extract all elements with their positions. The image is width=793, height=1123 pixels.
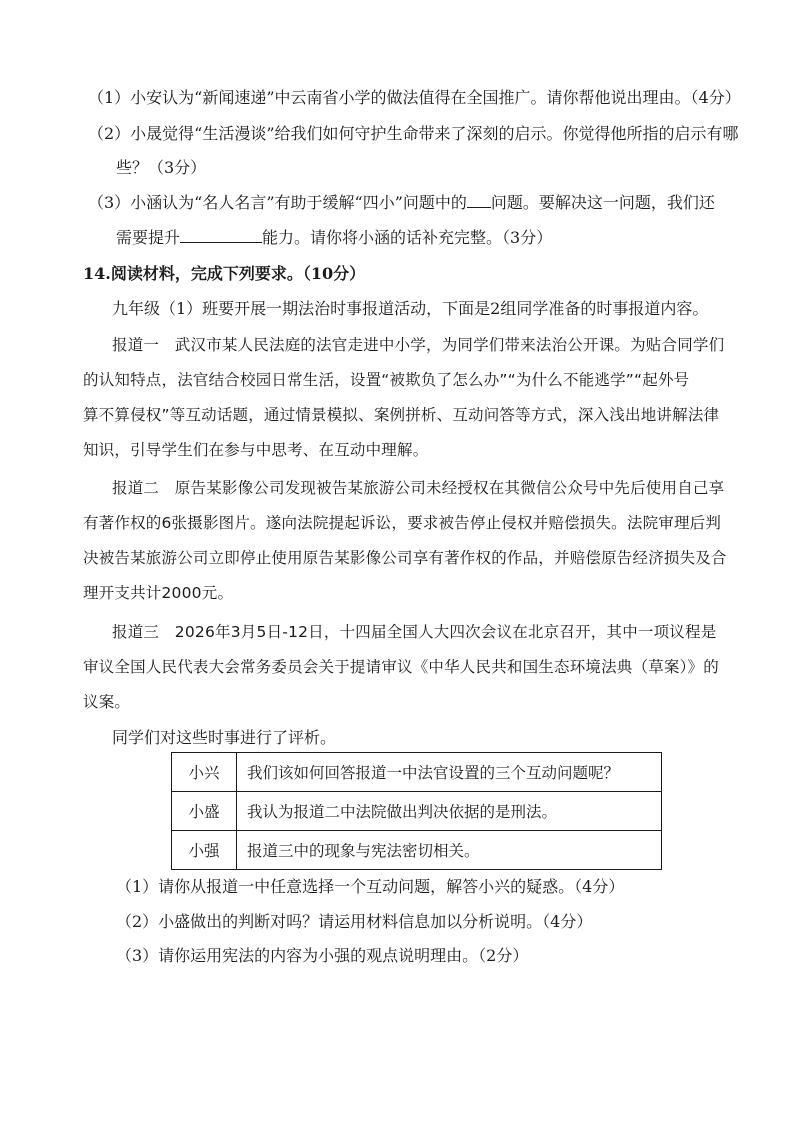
q14-title: 14.阅读材料，完成下列要求。（10分） <box>83 264 366 283</box>
report3-line1: 报道三 2026年3月5日-12日，十四届全国人大四次会议在北京召开，其中一项议程是 <box>112 623 717 641</box>
q13-part3-blank-1[interactable] <box>467 193 491 208</box>
q13-part3-text-c: 需要提升 <box>116 228 181 247</box>
report2-line1: 报道二 原告某影像公司发现被告某旅游公司未经授权在其微信公众号中先后使用自己享 <box>112 479 725 497</box>
student-comment: 我认为报道二中法院做出判决依据的是刑法。 <box>237 792 662 831</box>
student-name: 小兴 <box>172 753 237 792</box>
q13-part3-text-d: 能力。请你将小涵的话补充完整。（3分） <box>262 228 553 247</box>
student-comment: 我们该如何回答报道一中法官设置的三个互动问题呢？ <box>237 753 662 792</box>
q14-intro: 九年级（1）班要开展一期法治时事报道活动，下面是2组同学准备的时事报道内容。 <box>112 299 709 318</box>
evaluation-table <box>171 752 662 870</box>
report2-line2: 有著作权的6张摄影图片。遂向法院提起诉讼，要求被告停止侵权并赔偿损失。法院审理后判 <box>83 514 722 532</box>
report1-line1: 报道一 武汉市某人民法庭的法官走进中小学，为同学们带来法治公开课。为贴合同学们 <box>112 336 725 354</box>
report1-line3: 算不算侵权”等互动话题，通过情景模拟、案例拼析、互动问答等方式，深入浅出地讲解法律 <box>83 406 720 424</box>
report2-line3: 决被告某旅游公司立即停止使用原告某影像公司享有著作权的作品，并赔偿原告经济损失及合 <box>83 549 727 567</box>
q13-part3-blank-2[interactable] <box>180 228 262 243</box>
report3-line3: 议案。 <box>83 693 131 711</box>
table-row <box>172 753 662 792</box>
report3-line2: 审议全国人民代表大会常务委员会关于提请审议《中华人民共和国生态环境法典（草案）》的 <box>83 658 719 676</box>
table-row <box>172 792 662 831</box>
q14-question-1: （1）请你从报道一中任意选择一个互动问题，解答小兴的疑惑。（4分） <box>116 877 625 896</box>
q14-question-3: （3）请你运用宪法的内容为小强的观点说明理由。（2分） <box>116 946 529 965</box>
q13-part3-line2 <box>116 228 552 248</box>
q13-part3-text-a: （3）小涵认为“名人名言”有助于缓解“四小”问题中的 <box>88 193 467 212</box>
q13-part2-line2: 些？（3分） <box>116 158 207 177</box>
q13-part3-text-b: 问题。要解决这一问题，我们还 <box>490 193 715 212</box>
q14-question-2: （2）小盛做出的判断对吗？请运用材料信息加以分析说明。（4分） <box>116 912 593 931</box>
q13-part2-line1: （2）小晟觉得“生活漫谈”给我们如何守护生命带来了深刻的启示。你觉得他所指的启示有哪 <box>88 124 739 143</box>
report1-line4: 知识，引导学生们在参与中思考、在互动中理解。 <box>83 441 429 459</box>
q13-part3-line1 <box>88 193 715 213</box>
table-row <box>172 831 662 870</box>
q13-part1: （1）小安认为“新闻速递”中云南省小学的做法值得在全国推广。请你帮他说出理由。（4分） <box>88 88 741 107</box>
report2-line4: 理开支共计2000元。 <box>83 584 234 602</box>
student-comment: 报道三中的现象与宪法密切相关。 <box>237 831 662 870</box>
eval-intro: 同学们对这些时事进行了评析。 <box>112 728 337 747</box>
student-name: 小盛 <box>172 792 237 831</box>
report1-line2: 的认知特点，法官结合校园日常生活，设置“被欺负了怎么办”“为什么不能逃学”“起外号 <box>83 371 690 389</box>
student-name: 小强 <box>172 831 237 870</box>
